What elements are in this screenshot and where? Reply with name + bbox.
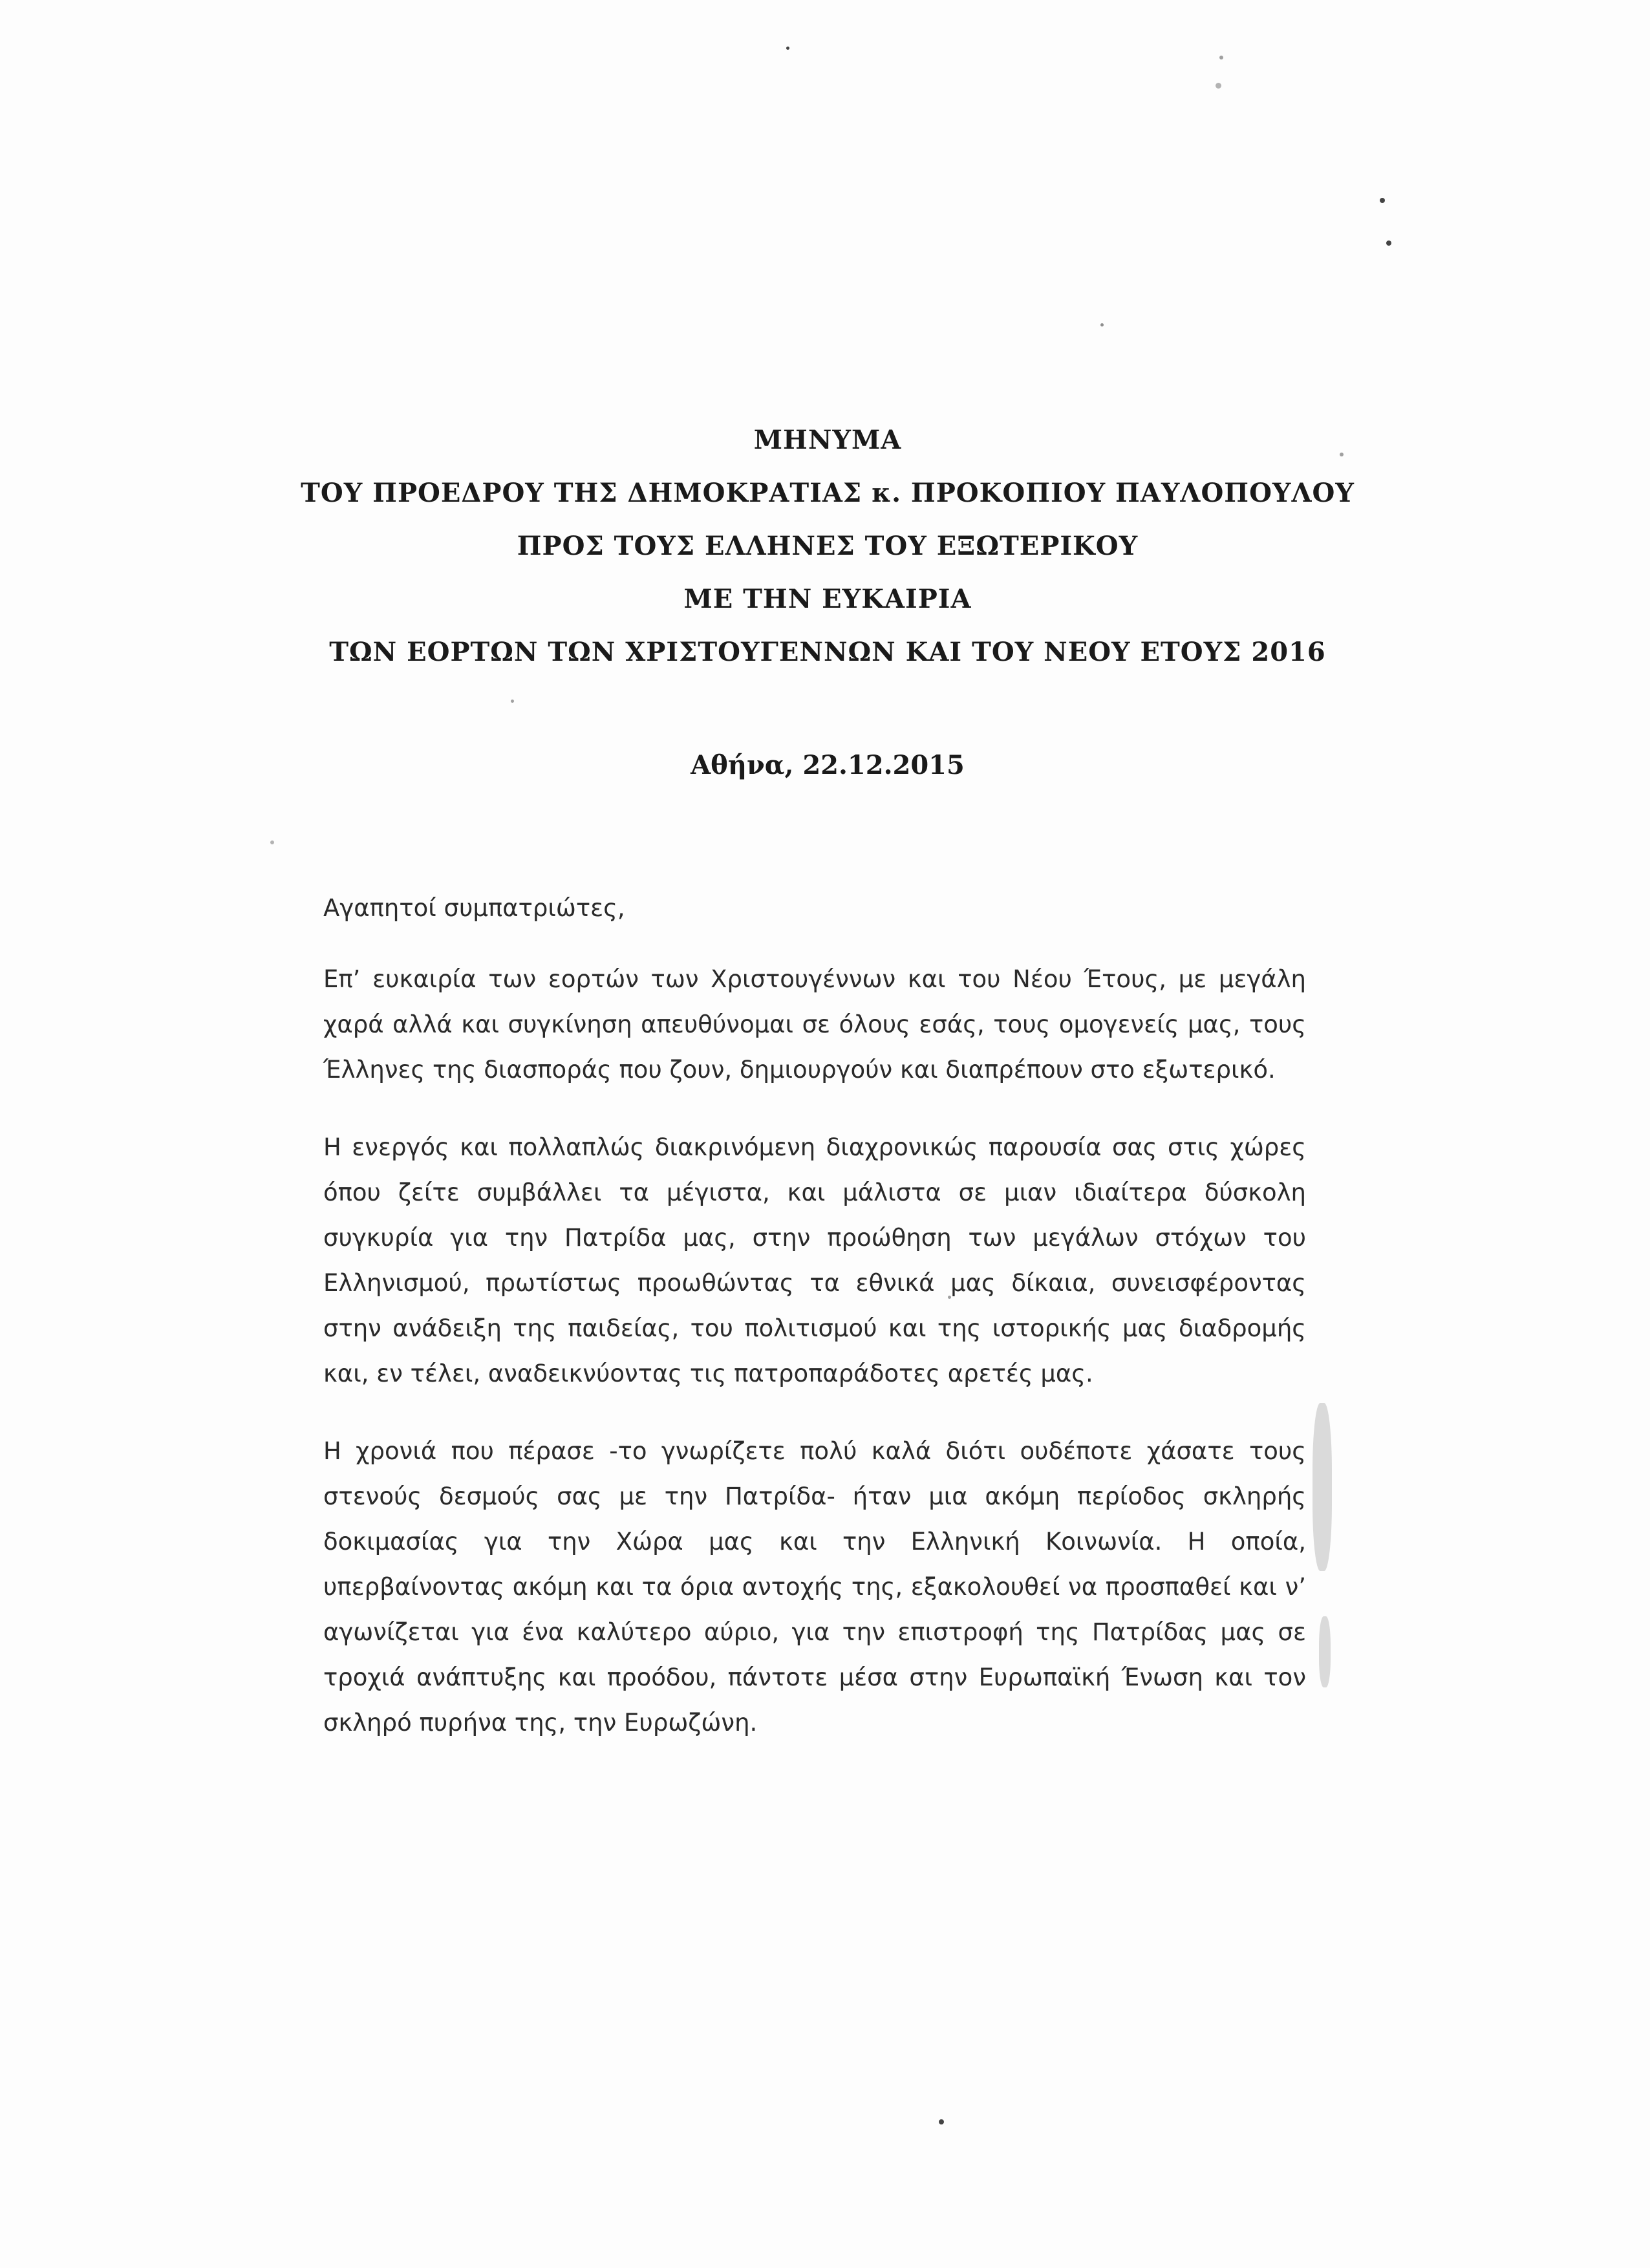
paragraph: Η χρονιά που πέρασε -το γνωρίζετε πολύ καλά διότι ουδέποτε χάσατε τους στενούς δεσμούς σας με την Πατρίδα- ήταν μια ακόμη περίοδος σκληρής δοκιμασίας για την Χώρα μας και την Ελληνική Κοινωνία. Η οποία, υπερβαίνοντας ακόμη και τα όρια αντοχής της, εξακολουθεί να προσπαθεί και ν’ αγωνίζεται για ένα καλύτερο αύριο, για την επιστροφή της Πατρίδας μας σε τροχιά ανάπτυξης και προόδου, πάντοτε μέσα στην Ευρωπαϊκή Ένωση και τον σκληρό πυρήνα της, την Ευρωζώνη.: [323, 1437, 1306, 1737]
scan-speck: [270, 840, 274, 844]
letter-body: [323, 886, 1306, 1778]
scan-speck: [511, 700, 514, 703]
salutation: Αγαπητοί συμπατριώτες,: [323, 894, 625, 922]
scan-speck: [939, 2119, 944, 2124]
paragraph: Η ενεργός και πολλαπλώς διακρινόμενη διαχρονικώς παρουσία σας στις χώρες όπου ζείτε συμβάλλει τα μέγιστα, και μάλιστα σε μιαν ιδιαίτερα δύσκολη συγκυρία για την Πατρίδα μας, στην προώθηση των μεγάλων στόχων του Ελληνισμού, πρωτίστως προωθώντας τα εθνικά μας δίκαια, συνεισφέροντας στην ανάδειξη της παιδείας, του πολιτισμού και της ιστορικής μας διαδρομής και, εν τέλει, αναδεικνύοντας τις πατροπαράδοτες αρετές μας.: [323, 1133, 1306, 1387]
scan-speck: [786, 47, 789, 50]
document-title: ΜΗΝΥΜΑ: [753, 425, 902, 455]
scan-speck: [1380, 198, 1385, 203]
scan-smudge: [1312, 1403, 1332, 1571]
document-header: [272, 414, 1384, 679]
header-line: ΠΡΟΣ ΤΟΥΣ ΕΛΛΗΝΕΣ ΤΟΥ ΕΞΩΤΕΡΙΚΟΥ: [517, 531, 1139, 561]
header-line: ΤΟΥ ΠΡΟΕΔΡΟΥ ΤΗΣ ΔΗΜΟΚΡΑΤΙΑΣ κ. ΠΡΟΚΟΠΙΟΥ ΠΑΥΛΟΠΟΥΛΟΥ: [301, 478, 1355, 508]
scan-speck: [1219, 56, 1223, 59]
scan-smudge: [1319, 1616, 1331, 1687]
header-line: ΤΩΝ ΕΟΡΤΩΝ ΤΩΝ ΧΡΙΣΤΟΥΓΕΝΝΩΝ ΚΑΙ ΤΟΥ ΝΕΟΥ ΕΤΟΥΣ 2016: [329, 637, 1326, 667]
scan-speck: [1100, 323, 1104, 326]
paragraph: Επ’ ευκαιρία των εορτών των Χριστουγέννων και του Νέου Έτους, με μεγάλη χαρά αλλά και συγκίνηση απευθύνομαι σε όλους εσάς, τους ομογενείς μας, τους Έλληνες της διασποράς που ζουν, δημιουργούν και διαπρέπουν στο εξωτερικό.: [323, 965, 1306, 1084]
scan-speck: [1386, 241, 1391, 246]
dateline: Αθήνα, 22.12.2015: [691, 750, 965, 780]
header-line: ΜΕ ΤΗΝ ΕΥΚΑΙΡΙΑ: [683, 584, 972, 614]
scan-speck: [1216, 83, 1221, 89]
